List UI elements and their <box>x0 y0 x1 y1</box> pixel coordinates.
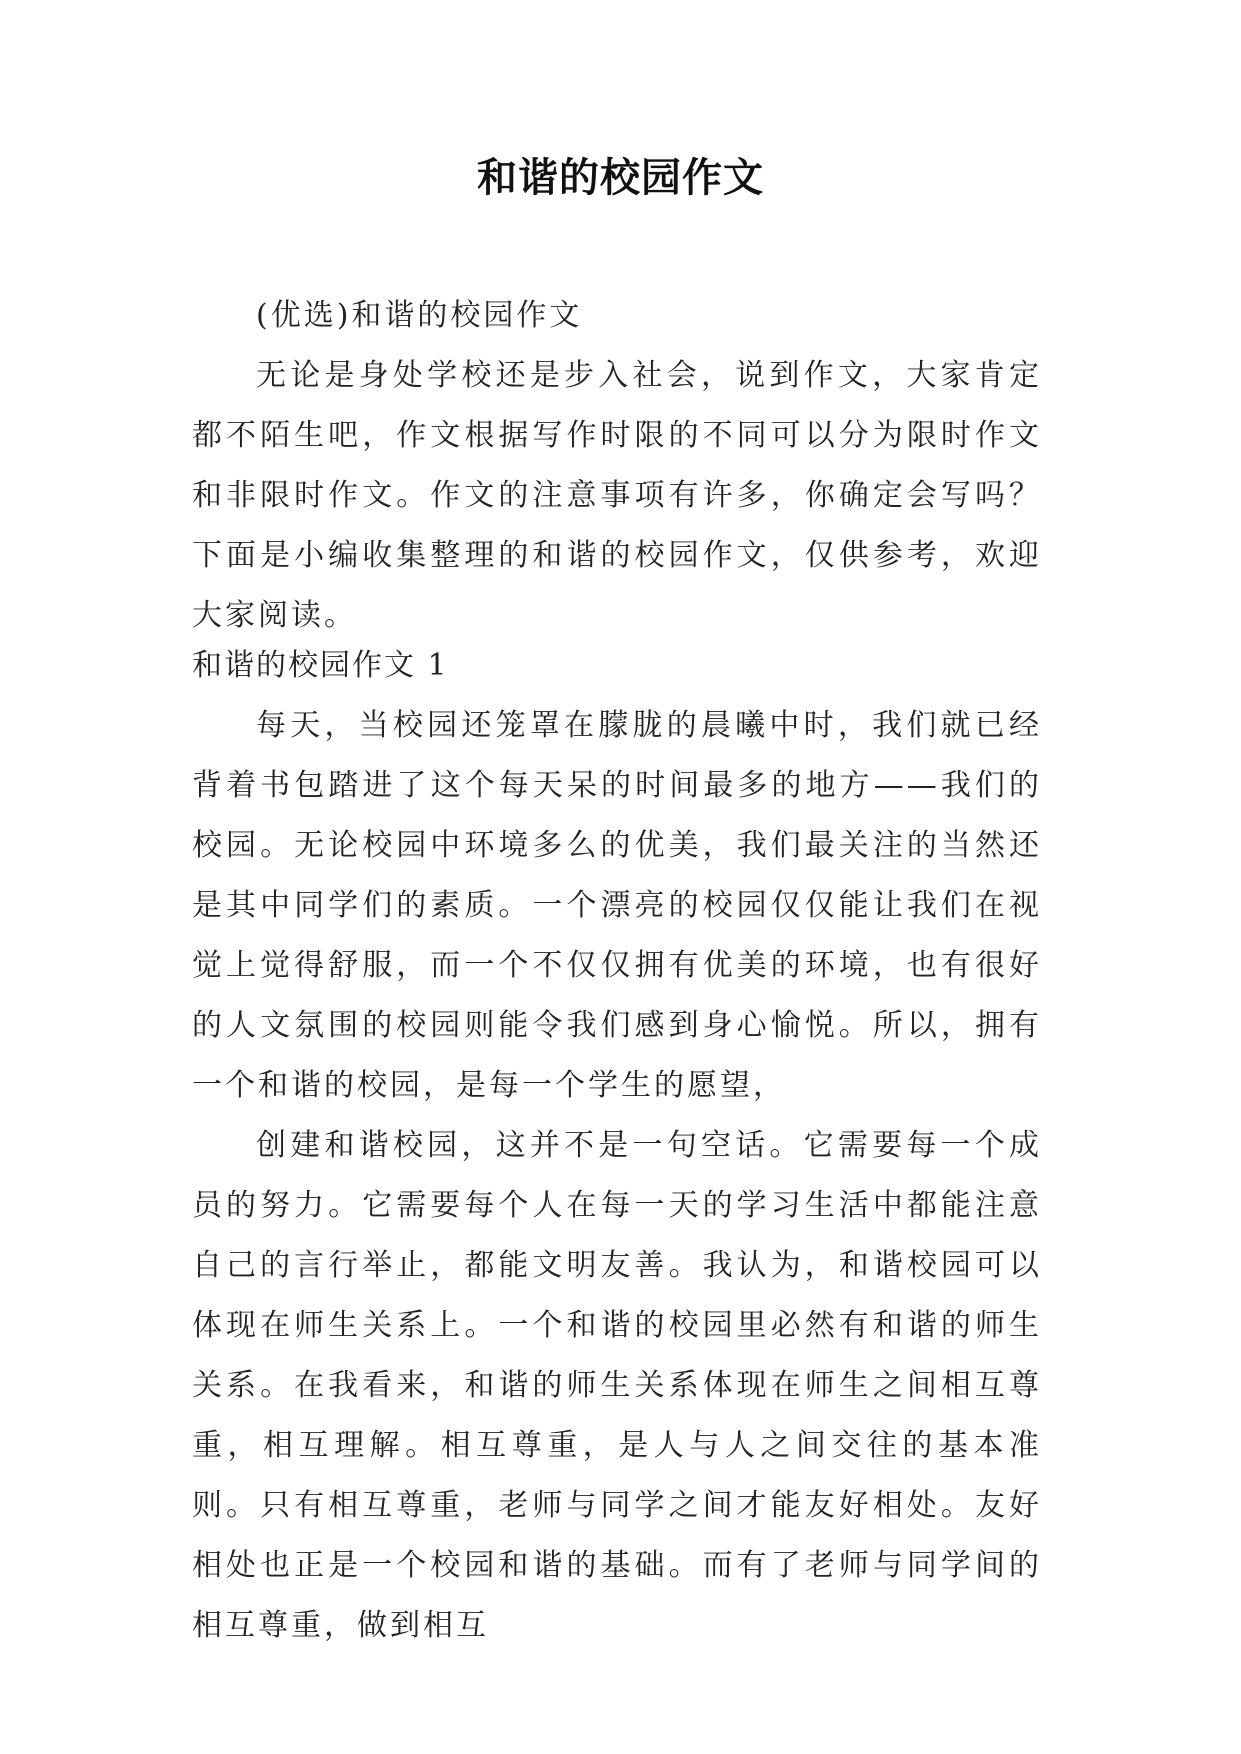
document-subtitle: (优选)和谐的校园作文 <box>256 298 583 333</box>
intro-block <box>192 286 1042 646</box>
essay-paragraph: 每天，当校园还笼罩在朦胧的晨曦中时，我们就已经背着书包踏进了这个每天呆的时间最多的地方——我们的校园。无论校园中环境多么的优美，我们最关注的当然还是其中同学们的素质。一个漂亮的校园仅仅能让我们在视觉上觉得舒服，而一个不仅仅拥有优美的环境，也有很好的人文氛围的校园则能令我们感到身心愉悦。所以，拥有一个和谐的校园，是每一个学生的愿望， <box>192 708 1042 1103</box>
intro-paragraph: 无论是身处学校还是步入社会，说到作文，大家肯定都不陌生吧，作文根据写作时限的不同可以分为限时作文和非限时作文。作文的注意事项有许多，你确定会写吗？下面是小编收集整理的和谐的校园作文，仅供参考，欢迎大家阅读。 <box>192 358 1042 633</box>
essay-section <box>192 636 1042 1656</box>
essay-paragraph: 创建和谐校园，这并不是一句空话。它需要每一个成员的努力。它需要每个人在每一天的学习生活中都能注意自己的言行举止，都能文明友善。我认为，和谐校园可以体现在师生关系上。一个和谐的校园里必然有和谐的师生关系。在我看来，和谐的师生关系体现在师生之间相互尊重，相互理解。相互尊重，是人与人之间交往的基本准则。只有相互尊重，老师与同学之间才能友好相处。友好相处也正是一个校园和谐的基础。而有了老师与同学间的相互尊重，做到相互 <box>192 1128 1042 1643</box>
section-heading: 和谐的校园作文 1 <box>192 648 449 683</box>
document-title: 和谐的校园作文 <box>477 154 764 201</box>
